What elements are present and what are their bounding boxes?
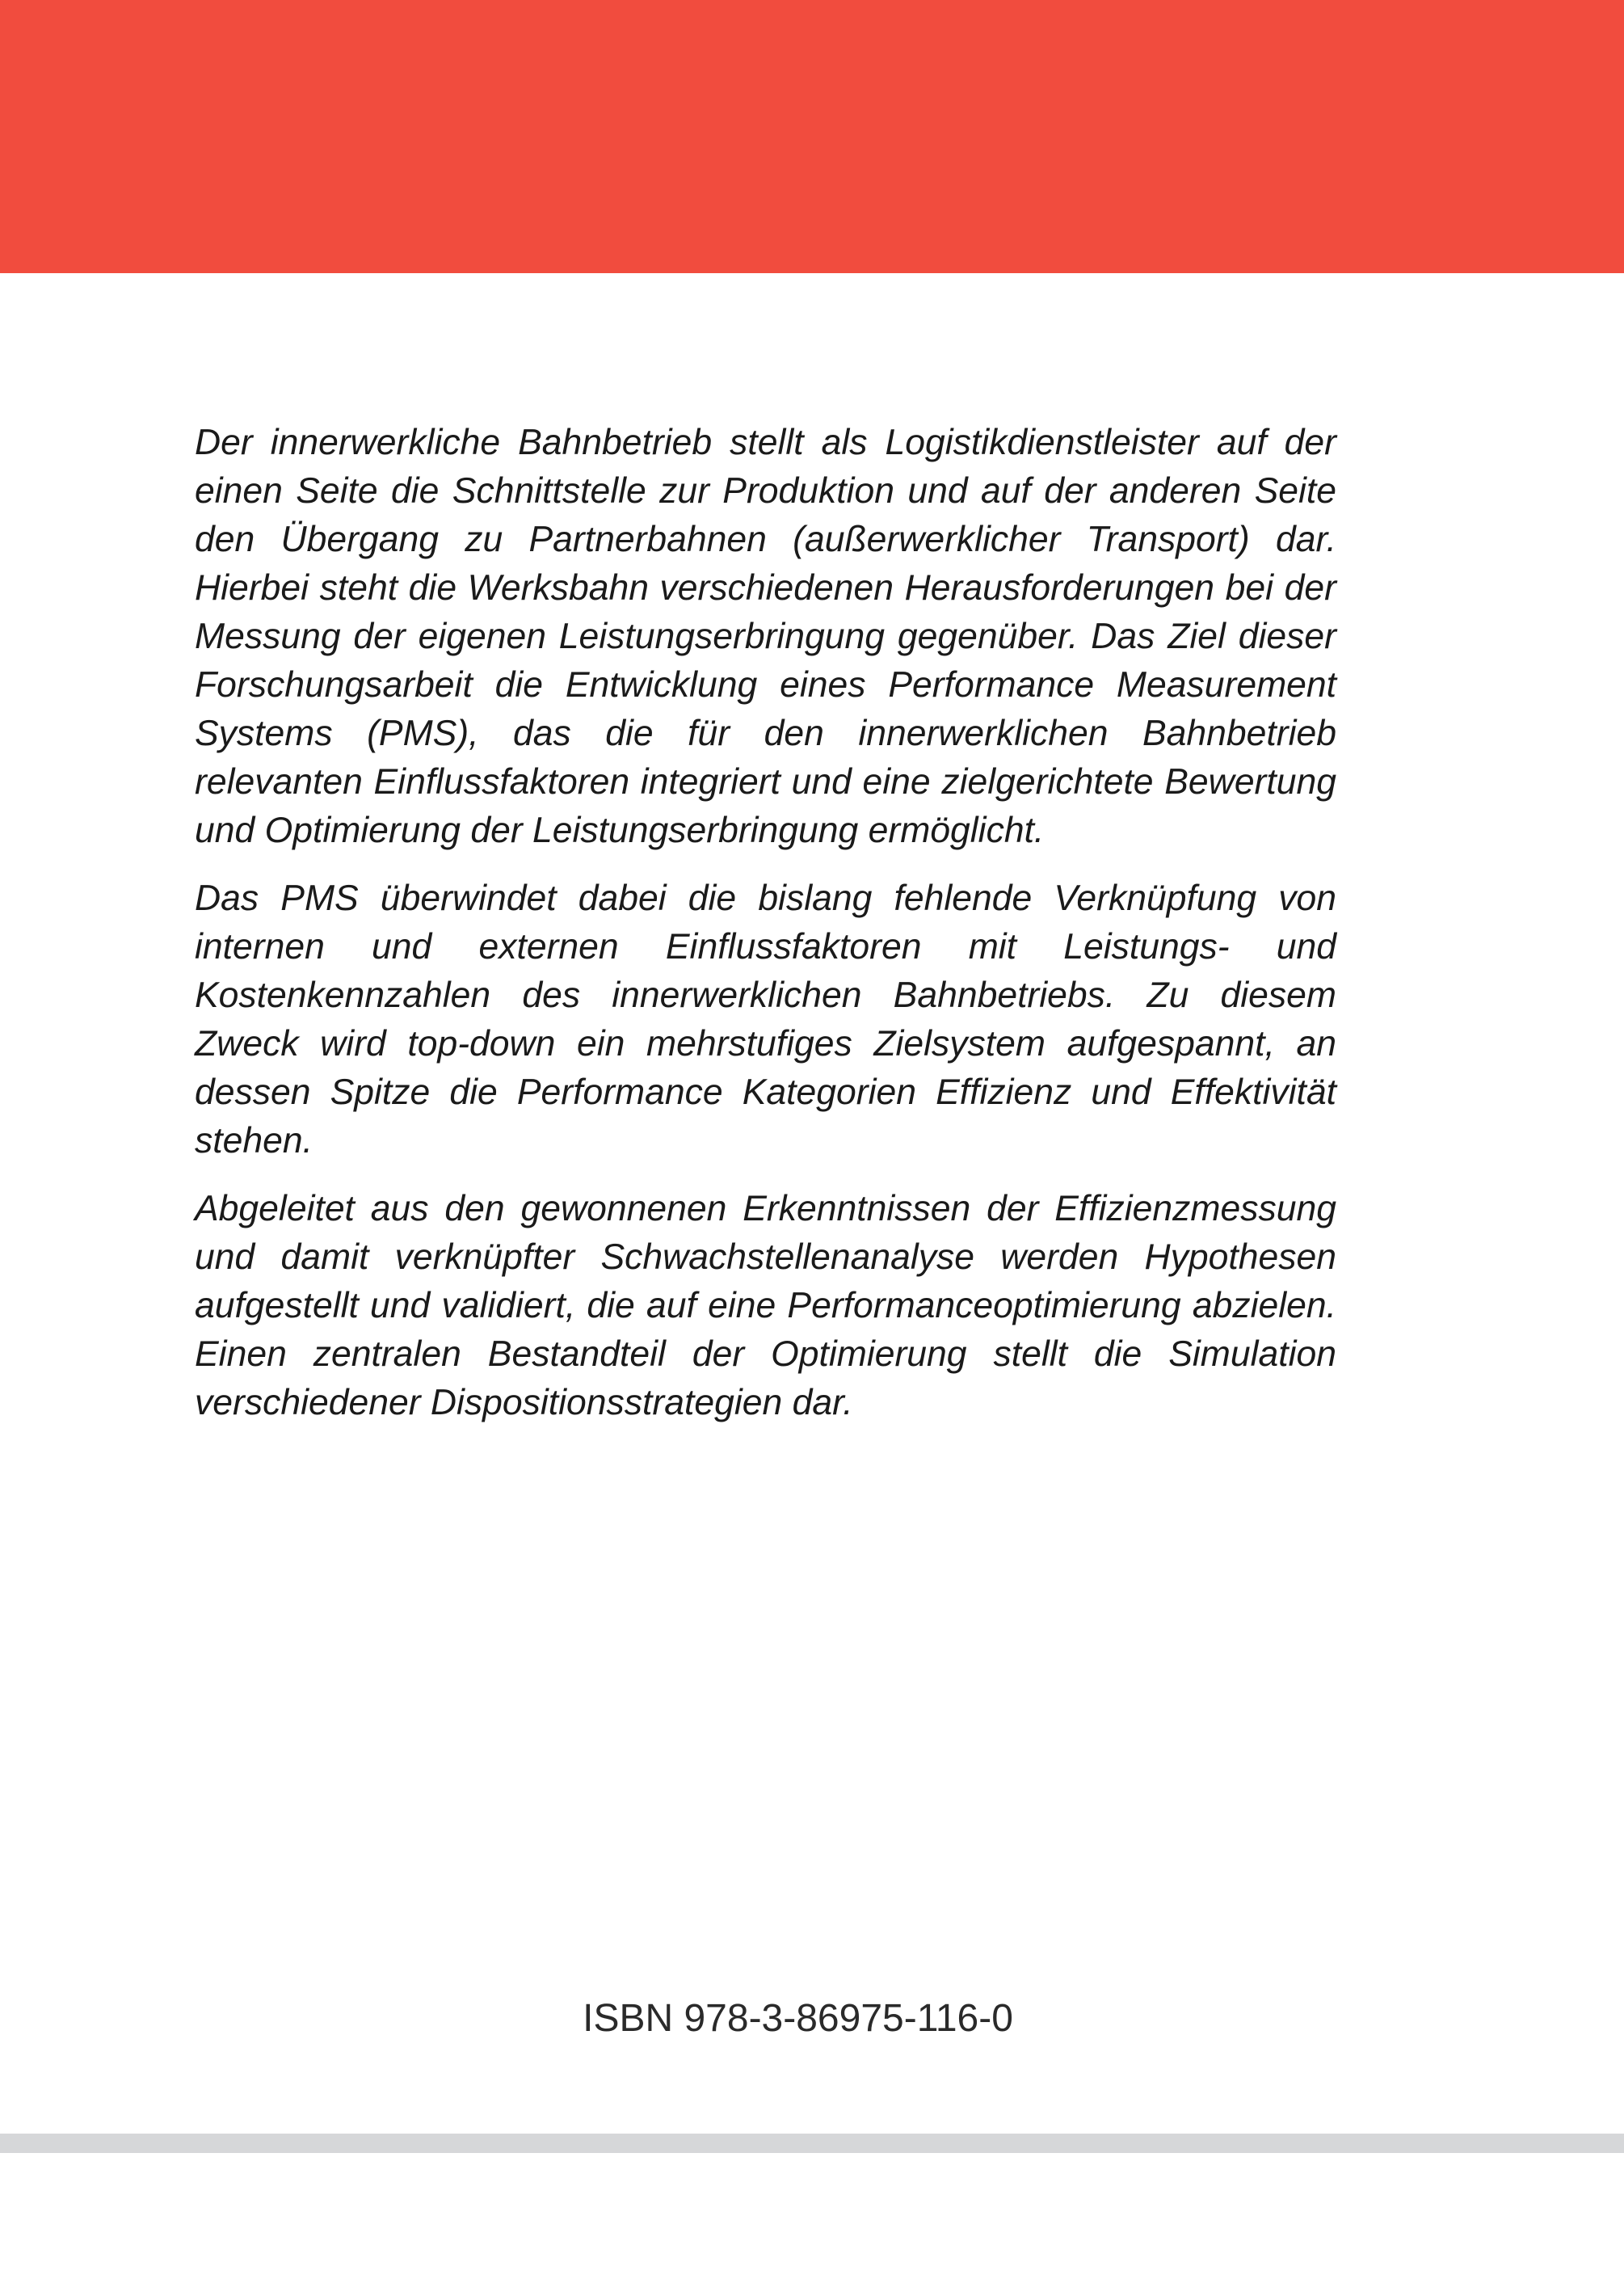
blurb-paragraph-1: Der innerwerkliche Bahnbetrieb stellt als Logistikdienstleister auf der einen Seite die Schnittstelle zur Produktion und auf der anderen Seite den Übergang zu Partnerbahnen (außerwerklicher Transport) dar. Hierbei steht die Werksbahn verschiedenen Herausforderungen bei der Messung der eigenen Leistungserbringung gegenüber. Das Ziel dieser Forschungsarbeit die Entwicklung eines Performance Measurement Systems (PMS), das die für den innerwerklichen Bahnbetrieb relevanten Einflussfaktoren integriert und eine zielgerichtete Bewertung und Optimierung der Leistungserbringung ermöglicht. — [195, 423, 1336, 850]
blurb-paragraph-3: Abgeleitet aus den gewonnenen Erkenntnissen der Effizienzmessung und damit verknüpfter Schwachstellenanalyse werden Hypothesen aufgestellt und validiert, die auf eine Performanceoptimierung abzielen. Einen zentralen Bestandteil der Optimierung stellt die Simulation verschiedener Dispositionsstrategien dar. — [195, 1189, 1336, 1422]
blurb-paragraph-2: Das PMS überwindet dabei die bislang fehlende Verknüpfung von internen und externen Einflussfaktoren mit Leistungs- und Kostenkennzahlen des innerwerklichen Bahnbetriebs. Zu diesem Zweck wird top-down ein mehrstufiges Zielsystem aufgespannt, an dessen Spitze die Performance Kategorien Effizienz und Effektivität stehen. — [195, 878, 1336, 1161]
footer-divider — [0, 2134, 1624, 2153]
back-cover-blurb — [195, 419, 1336, 1447]
header-color-band — [0, 0, 1624, 273]
isbn-number: ISBN 978-3-86975-116-0 — [583, 1997, 1013, 2040]
